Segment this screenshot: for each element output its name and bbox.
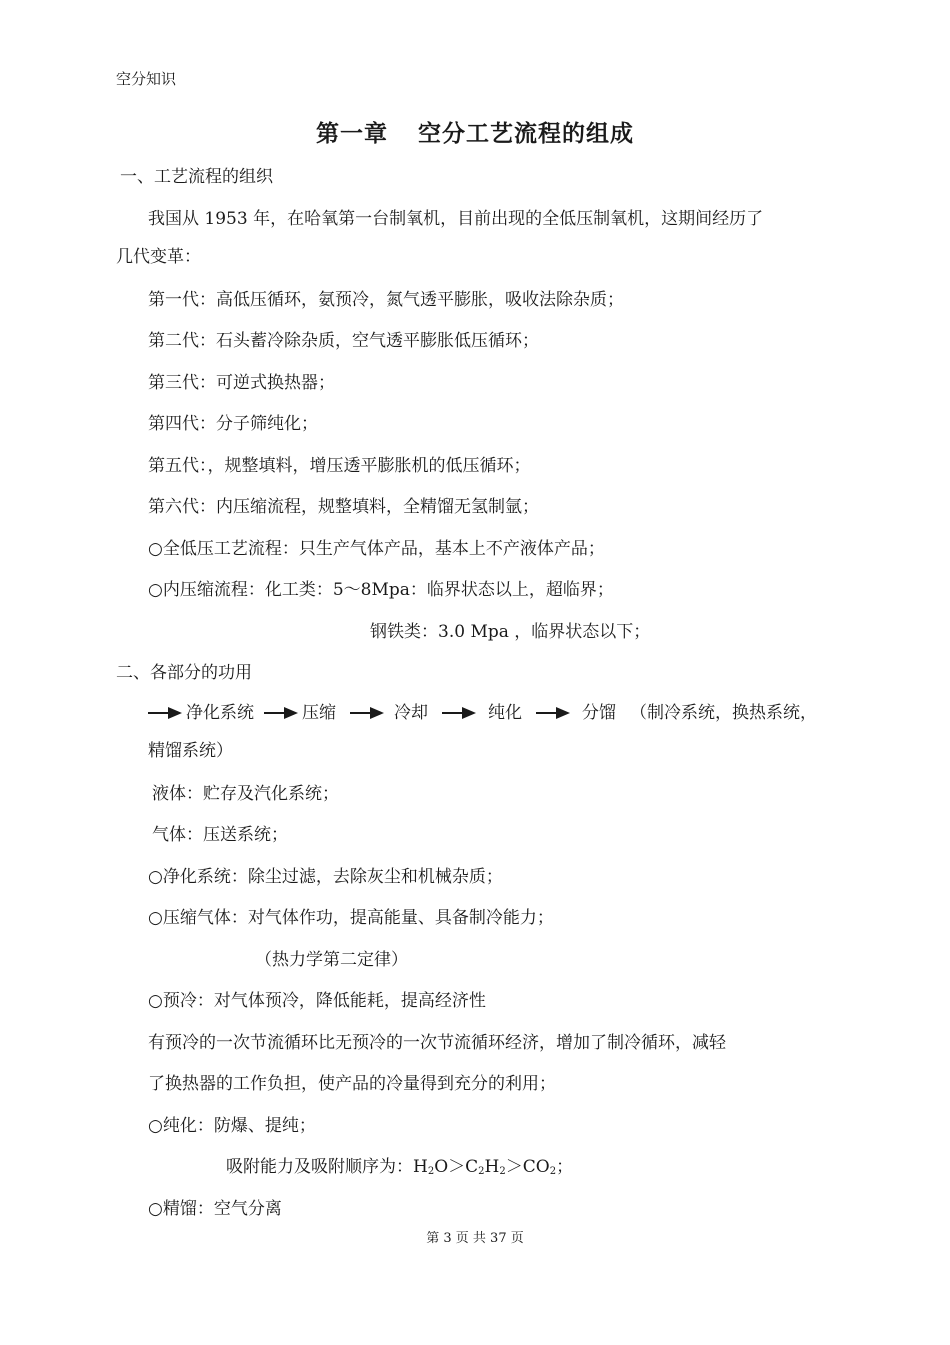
steel-type-line: 钢铁类：3.0 Mpa ，临界状态以下；: [370, 622, 651, 642]
purification-system-line: ○净化系统：除尘过滤，去除灰尘和机械杂质；: [148, 867, 503, 887]
purify-line: ○纯化：防爆、提纯；: [148, 1116, 316, 1136]
running-header: 空分知识: [116, 70, 177, 88]
flow-step-compression: 压缩: [302, 703, 336, 723]
generation-5: 第五代：，规整填料，增压透平膨胀机的低压循环；: [148, 456, 531, 476]
chapter-number: 第一章: [316, 120, 388, 147]
generation-3: 第三代：可逆式换热器；: [148, 373, 335, 393]
formula-h2o: $H_2O$: [413, 1157, 449, 1177]
precool-detail-2: 了换热器的工作负担，使产品的冷量得到充分的利用；: [148, 1074, 556, 1094]
generation-4: 第四代：分子筛纯化；: [148, 414, 318, 434]
flow-note-continued: 精馏系统）: [148, 741, 233, 761]
generation-6: 第六代：内压缩流程，规整填料，全精馏无氢制氩；: [148, 497, 539, 517]
internal-compression-process: ○内压缩流程：化工类：5～8Mpa：临界状态以上，超临界；: [148, 580, 614, 600]
flow-step-fractionation: 分馏: [582, 703, 616, 723]
flow-step-purify: 纯化: [488, 703, 522, 723]
generation-2: 第二代：石头蓄冷除杂质，空气透平膨胀低压循环；: [148, 331, 539, 351]
chapter-name: 空分工艺流程的组成: [418, 120, 634, 147]
section2-heading: 二、各部分的功用: [116, 663, 252, 683]
flow-arrow-icon: [442, 706, 476, 720]
flow-arrow-icon: [148, 706, 182, 720]
chapter-title: [0, 115, 950, 148]
flow-note: （制冷系统，换热系统，: [630, 703, 817, 723]
intro-line-1: 我国从 1953 年，在哈氧第一台制氧机，目前出现的全低压制氧机，这期间经历了: [148, 209, 764, 229]
rectification-line: ○精馏：空气分离: [148, 1199, 282, 1219]
formula-c2h2: $C_2H_2$: [465, 1157, 506, 1177]
thermodynamics-note: （热力学第二定律）: [255, 950, 408, 970]
flow-arrow-icon: [350, 706, 384, 720]
precool-detail-1: 有预冷的一次节流循环比无预冷的一次节流循环经济，增加了制冷循环，减轻: [148, 1033, 726, 1053]
section1-heading: 一、工艺流程的组织: [120, 167, 273, 187]
gas-line: 气体：压送系统；: [152, 825, 288, 845]
full-low-pressure-process: ○全低压工艺流程：只生产气体产品，基本上不产液体产品；: [148, 539, 605, 559]
liquid-line: 液体：贮存及汽化系统；: [152, 784, 339, 804]
flow-arrow-icon: [536, 706, 570, 720]
adsorption-label: 吸附能力及吸附顺序为：: [226, 1157, 413, 1177]
precool-line: ○预冷：对气体预冷，降低能耗，提高经济性: [148, 991, 486, 1011]
formula-co2: $CO_2$: [522, 1157, 557, 1177]
flow-arrow-icon: [264, 706, 298, 720]
page-footer: 第 3 页 共 37 页: [426, 1231, 524, 1246]
compression-line: ○压缩气体：对气体作功，提高能量、具备制冷能力；: [148, 908, 554, 928]
process-flow: [148, 702, 817, 724]
intro-line-2: 几代变革：: [116, 247, 201, 267]
generation-1: 第一代：高低压循环，氨预冷，氮气透平膨胀，吸收法除杂质；: [148, 290, 624, 310]
flow-step-purification: 净化系统: [186, 703, 254, 723]
flow-step-cooling: 冷却: [394, 703, 428, 723]
adsorption-line: 吸附能力及吸附顺序为：$H_2O>C_2H_2>CO_2$；: [226, 1157, 574, 1177]
